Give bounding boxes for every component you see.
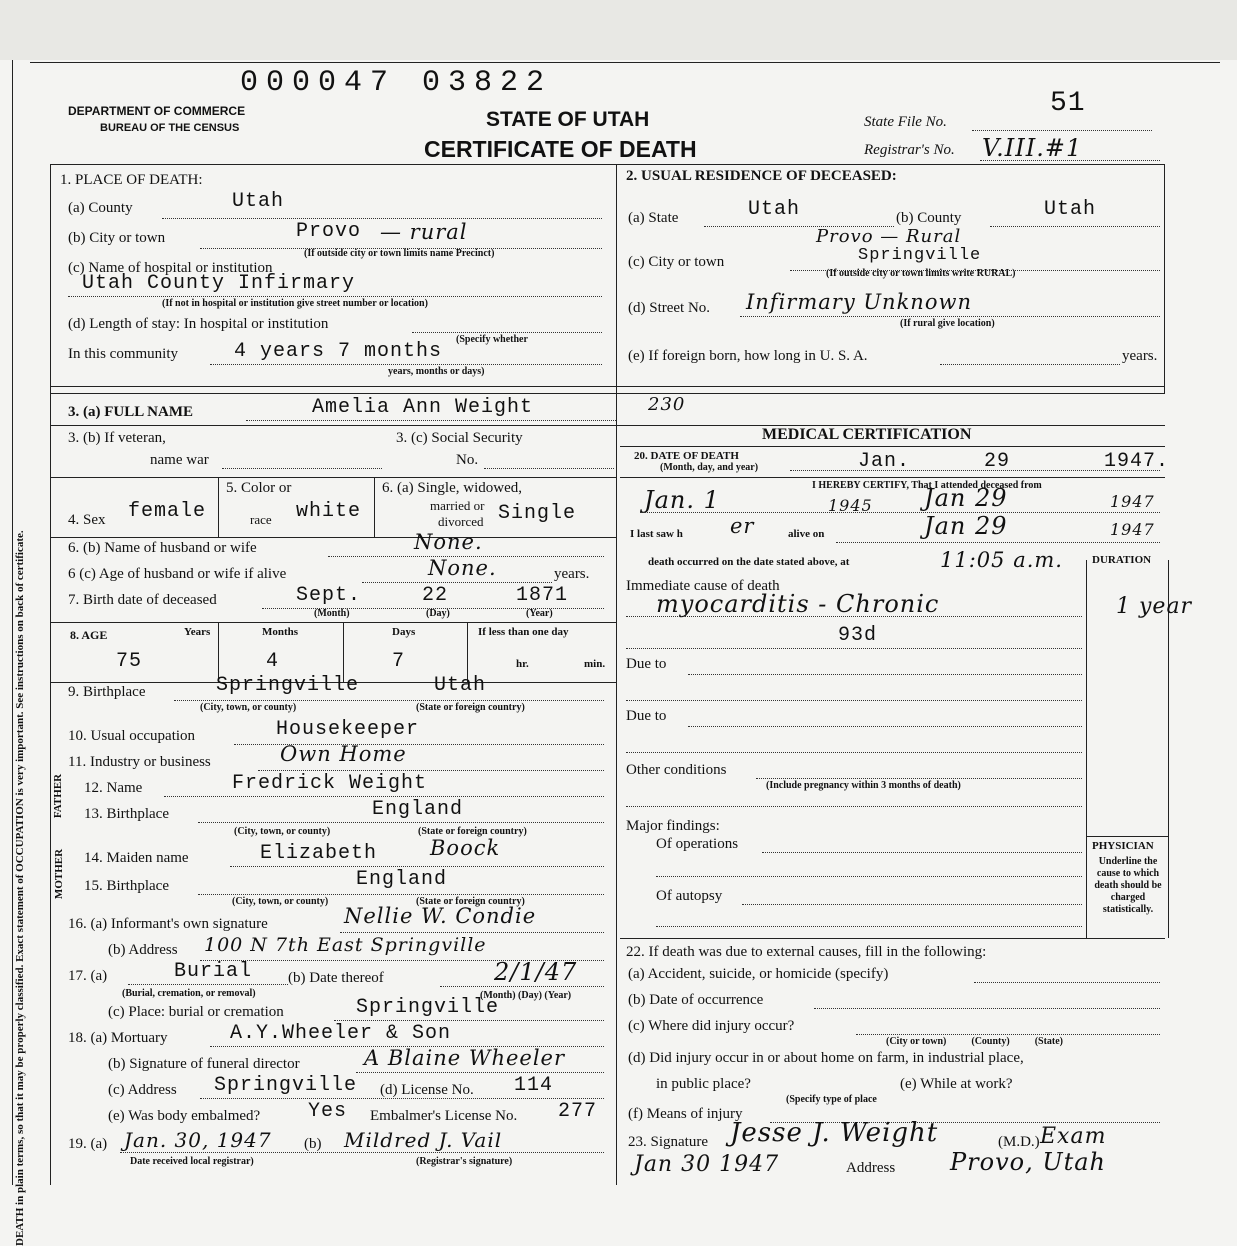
age-less-label: If less than one day [478, 626, 569, 638]
residence-heading: 2. USUAL RESIDENCE OF DECEASED: [626, 168, 897, 184]
res-city-label: (c) City or town [628, 254, 725, 270]
mortuary-label: 18. (a) Mortuary [68, 1030, 168, 1046]
death-time: 11:05 a.m. [940, 548, 1063, 572]
place-county-label: (a) County [68, 200, 133, 216]
birth-month: Sept. [296, 584, 362, 607]
major-findings-label: Major findings: [626, 818, 720, 834]
burial-label: 17. (a) [68, 968, 108, 984]
margin-note: DEATH in plain terms, so that it may be properly classified. Exact statement of OCCUPATION is very important. See instructions on back of certificate. [14, 530, 26, 1246]
age-label: 8. AGE [70, 628, 108, 642]
sex-value: female [128, 500, 207, 523]
last-year: 1947 [1110, 520, 1155, 539]
certify-label: I HEREBY CERTIFY, That I attended deceased from [812, 480, 1042, 491]
ss-label1: 3. (c) Social Security [396, 430, 523, 446]
director-label: (b) Signature of funeral director [108, 1056, 300, 1072]
res-state-label: (a) State [628, 210, 679, 226]
external-e: (e) While at work? [900, 1076, 1013, 1092]
age-min: min. [584, 658, 606, 670]
other-conditions-label: Other conditions [626, 762, 727, 778]
burial-place-label: (c) Place: burial or cremation [108, 1004, 284, 1020]
sex-label: 4. Sex [68, 512, 106, 528]
informant-address: 100 N 7th East Springville [204, 934, 487, 956]
license-no: 114 [514, 1074, 554, 1097]
external-f: (f) Means of injury [628, 1106, 743, 1122]
father-name-label: 12. Name [84, 780, 143, 796]
burial-place: Springville [356, 996, 500, 1019]
marital-value: Single [498, 502, 577, 525]
birth-day: 22 [422, 584, 449, 607]
age-years: 75 [116, 650, 143, 673]
external-heading: 22. If death was due to external causes, fill in the following: [626, 944, 987, 960]
burial-note: (Burial, cremation, or removal) [122, 988, 256, 999]
mortuary-addr: Springville [214, 1074, 358, 1097]
certificate-title: CERTIFICATE OF DEATH [424, 136, 697, 162]
dept-name: DEPARTMENT OF COMMERCE [68, 104, 246, 118]
res-street-label: (d) Street No. [628, 300, 711, 316]
registrar-date: Jan. 30, 1947 [124, 1128, 272, 1152]
external-c: (c) Where did injury occur? [628, 1018, 795, 1034]
father-bp-label: 13. Birthplace [84, 806, 169, 822]
burial-date: 2/1/47 [494, 958, 578, 986]
place-heading: 1. PLACE OF DEATH: [60, 172, 203, 188]
spouse-label: 6. (b) Name of husband or wife [68, 540, 257, 556]
informant-signature: Nellie W. Condie [344, 904, 537, 928]
burial-date-note: (Month) (Day) (Year) [480, 990, 572, 1001]
spouse-age-value: None. [428, 556, 497, 580]
mortuary-value: A.Y.Wheeler & Son [230, 1022, 452, 1045]
registrar-row-label: 19. (a) [68, 1136, 108, 1152]
burial-date-label: (b) Date thereof [288, 970, 384, 986]
place-city-note: (If outside city or town limits name Precinct) [304, 248, 495, 259]
physician-signature: Jesse J. Weight [730, 1118, 939, 1148]
mother-maiden: Elizabeth [260, 842, 378, 865]
death-day: 29 [984, 450, 1011, 473]
mother-maiden-hand: Boock [430, 836, 501, 860]
external-b: (b) Date of occurrence [628, 992, 764, 1008]
veteran-label1: 3. (b) If veteran, [68, 430, 166, 446]
age-months-label: Months [262, 626, 299, 638]
informant-addr-label: (b) Address [108, 942, 178, 958]
ss-label2: No. [456, 452, 479, 468]
attend-from-year: 1945 [828, 496, 873, 515]
age-years-label: Years [184, 626, 211, 638]
age-hr: hr. [516, 658, 529, 670]
license-label: (d) License No. [380, 1082, 474, 1098]
hospital-name: Utah County Infirmary [82, 272, 356, 295]
marital-label1: 6. (a) Single, widowed, [382, 480, 522, 496]
birthplace-city: Springville [216, 674, 360, 697]
name-note: 230 [648, 394, 686, 415]
birthplace-city-note: (City, town, or county) [200, 702, 297, 713]
foreign-label: (e) If foreign born, how long in U. S. A. [628, 348, 868, 364]
page-top-edge [0, 0, 1237, 60]
cause-duration: 1 year [1116, 594, 1193, 619]
registrar-number: V.III.#1 [982, 134, 1083, 162]
cause-of-death: myocarditis - Chronic [656, 590, 940, 618]
md-label: (M.D.) [998, 1134, 1040, 1150]
res-street-note: (If rural give location) [900, 318, 995, 329]
birth-date-label: 7. Birth date of deceased [68, 592, 217, 608]
burial-value: Burial [174, 960, 253, 983]
signature-address: Provo, Utah [950, 1148, 1106, 1176]
hospital-note: (If not in hospital or institution give street number or location) [162, 298, 428, 309]
external-c-note: (City or town) (County) (State) [886, 1036, 1064, 1047]
place-city: Provo [296, 220, 362, 243]
birth-day-note: (Day) [426, 608, 450, 619]
res-county-label: (b) County [896, 210, 962, 226]
due-to-2: Due to [626, 708, 667, 724]
director-signature: A Blaine Wheeler [364, 1046, 566, 1070]
father-birthplace: England [372, 798, 464, 821]
res-county: Utah [1044, 198, 1097, 221]
full-name: Amelia Ann Weight [312, 396, 534, 419]
external-a: (a) Accident, suicide, or homicide (specify) [628, 966, 889, 982]
birthplace-label: 9. Birthplace [68, 684, 146, 700]
industry-value: Own Home [280, 742, 407, 766]
color-label1: 5. Color or [226, 480, 292, 496]
birth-year: 1871 [516, 584, 569, 607]
occupation-value: Housekeeper [276, 718, 420, 741]
due-to-1: Due to [626, 656, 667, 672]
occupation-label: 10. Usual occupation [68, 728, 196, 744]
res-state: Utah [748, 198, 801, 221]
death-year: 1947. [1104, 450, 1170, 473]
spouse-age-label: 6 (c) Age of husband or wife if alive [68, 566, 287, 582]
other-conditions-note: (Include pregnancy within 3 months of death) [766, 780, 961, 791]
registrar-date-note: Date received local registrar) [130, 1156, 254, 1167]
mother-maiden-label: 14. Maiden name [84, 850, 189, 866]
foreign-years: years. [1122, 348, 1158, 364]
place-county: Utah [232, 190, 285, 213]
birthplace-state: Utah [434, 674, 487, 697]
marital-label3: divorced [438, 514, 484, 529]
signature-label: 23. Signature [628, 1134, 708, 1150]
veteran-label2: name war [150, 452, 209, 468]
community-note: years, months or days) [388, 366, 485, 377]
age-months: 4 [266, 650, 280, 673]
community-label: In this community [68, 346, 178, 362]
duration-label: DURATION [1092, 554, 1152, 566]
embalmed-value: Yes [308, 1100, 348, 1123]
mother-bp-label: 15. Birthplace [84, 878, 169, 894]
bureau-name: BUREAU OF THE CENSUS [100, 122, 240, 134]
attend-to-year: 1947 [1110, 492, 1155, 511]
place-city-label: (b) City or town [68, 230, 166, 246]
industry-label: 11. Industry or business [68, 754, 211, 770]
res-street-hand: Infirmary Unknown [746, 290, 972, 314]
community-stay: 4 years 7 months [234, 340, 443, 363]
state-title: STATE OF UTAH [486, 108, 650, 131]
hospital-label: (c) Name of hospital or institution [68, 260, 273, 276]
attend-from: Jan. 1 [644, 486, 720, 514]
last-saw-hand: er [730, 514, 755, 538]
serial-number: 000047 03822 [240, 66, 553, 100]
last-date: Jan 29 [924, 512, 1008, 540]
external-d: (d) Did injury occur in or about home on farm, in industrial place, [628, 1050, 1024, 1066]
mother-side-label: MOTHER [53, 848, 66, 900]
marital-label2: married or [430, 498, 485, 513]
embalmed-label: (e) Was body embalmed? [108, 1108, 261, 1124]
medical-heading: MEDICAL CERTIFICATION [762, 426, 972, 443]
spouse-value: None. [414, 530, 483, 554]
informant-sig-label: 16. (a) Informant's own signature [68, 916, 268, 932]
color-label2: race [250, 512, 272, 527]
age-days: 7 [392, 650, 406, 673]
attend-to: Jan 29 [924, 484, 1008, 512]
external-d2-note: (Specify type of place [786, 1094, 877, 1105]
specify-note: (Specify whether [456, 334, 528, 345]
physician-note: Underline the cause to which death should be charged statistically. [1094, 856, 1162, 915]
date-death-sub: (Month, day, and year) [660, 462, 759, 473]
res-city: Springville [858, 246, 982, 265]
alive-on: alive on [788, 528, 825, 540]
age-days-label: Days [392, 626, 416, 638]
state-file-number: 51 [1050, 88, 1086, 119]
registrar-signature: Mildred J. Vail [344, 1128, 503, 1152]
emb-license: 277 [558, 1100, 598, 1123]
father-name: Fredrick Weight [232, 772, 428, 795]
occurred-label: death occurred on the date stated above, at [648, 556, 850, 568]
birth-month-note: (Month) [314, 608, 350, 619]
death-month: Jan. [858, 450, 911, 473]
birth-year-note: (Year) [526, 608, 553, 619]
registrar-b-label: (b) [304, 1136, 322, 1152]
emb-license-label: Embalmer's License No. [370, 1108, 518, 1124]
color-value: white [296, 500, 362, 523]
signature-date: Jan 30 1947 [634, 1152, 780, 1177]
birthplace-state-note: (State or foreign country) [416, 702, 525, 713]
mother-birthplace: England [356, 868, 448, 891]
registrar-label: Registrar's No. [864, 142, 955, 158]
stay-label: (d) Length of stay: In hospital or institution [68, 316, 329, 332]
cause-code: 93d [838, 624, 878, 647]
place-city-hand: — rural [380, 220, 468, 244]
mortuary-addr-label: (c) Address [108, 1082, 177, 1098]
registrar-sig-note: (Registrar's signature) [416, 1156, 513, 1167]
father-city-note: (City, town, or county) [234, 826, 331, 837]
father-side-label: FATHER [52, 773, 65, 819]
external-d2: in public place? [656, 1076, 751, 1092]
operations-label: Of operations [656, 836, 739, 852]
spouse-age-years: years. [554, 566, 590, 582]
last-saw-label: I last saw h [630, 528, 683, 540]
res-city-note: (If outside city or town limits write RURAL) [826, 268, 1016, 279]
father-state-note: (State or foreign country) [418, 826, 527, 837]
date-death-label: 20. DATE OF DEATH [634, 450, 739, 462]
mother-city-note: (City, town, or county) [232, 896, 329, 907]
full-name-label: 3. (a) FULL NAME [68, 404, 193, 420]
signature-addr-label: Address [846, 1160, 896, 1176]
autopsy-label: Of autopsy [656, 888, 723, 904]
md-hand: Exam [1040, 1124, 1107, 1149]
physician-label: PHYSICIAN [1092, 840, 1154, 852]
immediate-label: Immediate cause of death [626, 578, 780, 594]
res-city-hand: Provo — Rural [816, 226, 962, 247]
mother-state-note: (State or foreign country) [416, 896, 525, 907]
state-file-label: State File No. [864, 114, 947, 130]
